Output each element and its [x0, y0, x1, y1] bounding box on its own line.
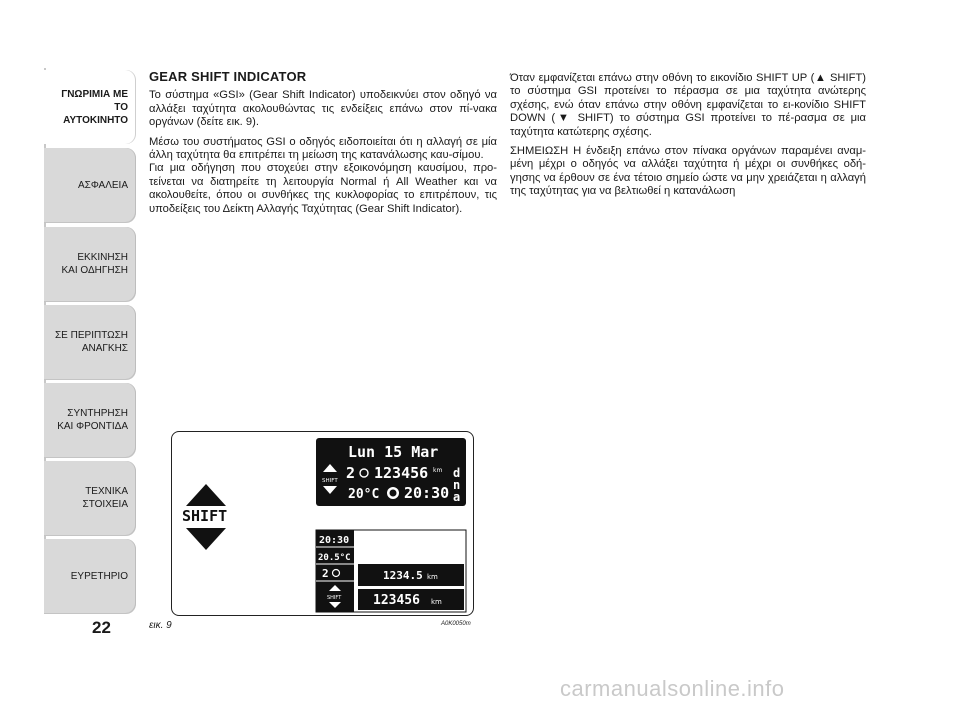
tab-label: ΑΣΦΑΛΕΙΑ	[77, 179, 128, 191]
lower-odometer-value: 123456	[373, 593, 420, 608]
display-date: Lun 15 Mar	[348, 443, 439, 461]
shift-small-label: SHIFT	[322, 478, 338, 484]
lower-display-temperature: 20.5°C	[318, 553, 351, 563]
mode-letter-d: d	[453, 466, 461, 480]
figure-caption: εικ. 9	[149, 620, 172, 631]
trip-unit: km	[427, 573, 438, 581]
display-time: 20:30	[404, 484, 450, 502]
sidebar-tab-emergency[interactable]	[44, 305, 136, 379]
odometer-unit: km	[433, 467, 443, 474]
figure-gsi-display	[171, 431, 474, 616]
right-column	[510, 72, 866, 205]
shift-label: SHIFT	[182, 507, 228, 525]
instrument-panel-illustration	[172, 432, 472, 614]
paragraph: Το σύστημα «GSI» (Gear Shift Indicator) υποδεικνύει στον οδηγό να αλλάξει ταχύτητα ακολουθώντας τις ενδείξεις επάνω στον πί-νακα οργάνων (δείτε εικ. 9).	[149, 89, 497, 129]
shift-up-arrow-icon	[186, 484, 226, 506]
sidebar-tab-starting-driving[interactable]	[44, 227, 136, 301]
paragraph: Για μια οδήγηση που στοχεύει στην εξοικονόμηση καυσίμου, προ-τείνεται να διατηρείτε τη λειτουργία Normal ή All Weather και να ακολουθείτε, όπου οι συνθήκες της κυκλοφορίας το επιτρέπουν, τις υποδείξεις του Δείκτη Αλλαγής Ταχύτητας (Gear Shift Indicator).	[149, 162, 497, 215]
paragraph: Όταν εμφανίζεται επάνω στην οθόνη το εικονίδιο SHIFT UP (▲ SHIFT) το σύστημα GSI προτείνει το πέρασμα σε μια ταχύτητα ανώτερης σχέσης, ενώ όταν επάνω στην οθόνη εμφανίζεται το ει-κονίδιο SHIFT DOWN (▼ SHIFT) το σύστημα GSI προτείνει το πέ-ρασμα σε μια ταχύτητα κατώτερης σχέσης.	[510, 72, 866, 138]
page-number: 22	[92, 618, 111, 637]
sidebar-tab-index[interactable]	[44, 539, 136, 613]
trip-value: 1234.5	[383, 569, 423, 582]
figure-code: A0K0050m	[441, 621, 471, 627]
paragraph: Μέσω του συστήματος GSI ο οδηγός ειδοποιείται ότι η αλλαγή σε μία άλλη ταχύτητα θα επιτρέπει τη μείωση της κατανάλωσης καυ-σίμου.	[149, 135, 497, 162]
watermark: carmanualsonline.info	[560, 676, 785, 701]
sidebar-tab-safety[interactable]	[44, 148, 136, 222]
tab-label: ΕΥΡΕΤΗΡΙΟ	[70, 570, 128, 582]
tab-label: ΤΕΧΝΙΚΑ ΣΤΟΙΧΕΙΑ	[82, 486, 128, 510]
left-column	[149, 70, 497, 222]
sidebar-tab-maintenance[interactable]	[44, 383, 136, 457]
note-paragraph: ΣΗΜΕΙΩΣΗ Η ένδειξη επάνω στον πίνακα οργάνων παραμένει αναμ-μένη μέχρι ο οδηγός να αλλάξει ταχύτητα ή μέχρι οι συνθήκες οδή-γησης να έρθουν σε ένα τέτοιο σημείο ώστε να μην χρειάζεται η αλλαγή της ταχύτητας για να βελτιωθεί η κατανάλωση	[510, 145, 866, 198]
tab-label: ΣΕ ΠΕΡΙΠΤΩΣΗ ΑΝΑΓΚΗΣ	[55, 330, 128, 354]
sidebar-tab-intro[interactable]	[44, 70, 136, 144]
mode-letter-n: n	[453, 478, 461, 492]
shift-down-arrow-icon	[186, 528, 226, 550]
sidebar-tab-technical-data[interactable]	[44, 461, 136, 535]
tab-label: ΕΚΚΙΝΗΣΗ ΚΑΙ ΟΔΗΓΗΣΗ	[61, 252, 128, 276]
section-heading: GEAR SHIFT INDICATOR	[149, 69, 307, 84]
shift-small-label: SHIFT	[327, 595, 342, 601]
display-temperature: 20°C	[348, 487, 380, 502]
mode-letter-a: a	[453, 490, 461, 504]
clock-icon-inner	[390, 490, 397, 497]
lower-display-gear: 2	[322, 567, 329, 580]
display-gear: 2	[346, 464, 356, 482]
tab-label: ΓΝΩΡΙΜΙΑ ΜΕ ΤΟ ΑΥΤΟΚΙΝΗΤΟ	[61, 88, 128, 126]
tab-label: ΣΥΝΤΗΡΗΣΗ ΚΑΙ ΦΡΟΝΤΙΔΑ	[57, 408, 128, 432]
display-odometer: 123456	[374, 464, 429, 482]
lower-display-time: 20:30	[319, 535, 350, 546]
lower-odometer-unit: km	[431, 598, 442, 606]
